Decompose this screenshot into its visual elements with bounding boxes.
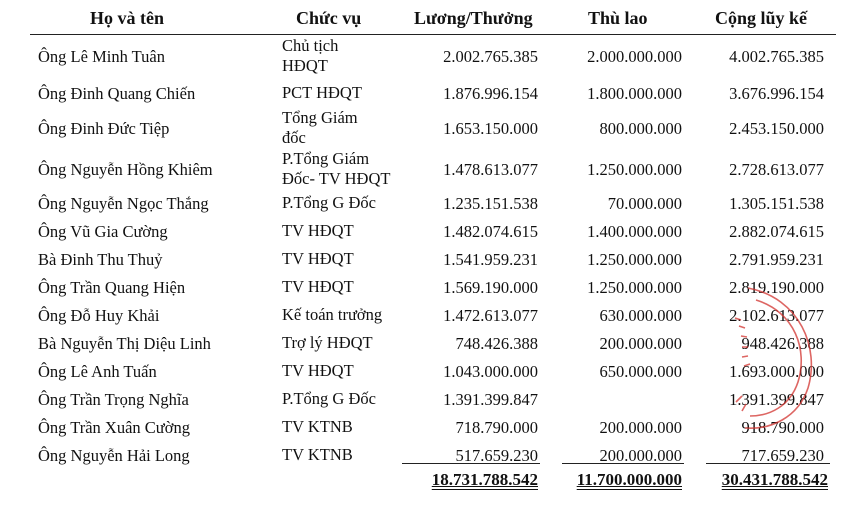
role-line: PCT HĐQT bbox=[282, 83, 362, 102]
table-row bbox=[0, 80, 844, 106]
person-role bbox=[282, 333, 373, 353]
cumulative-cell: 2.728.613.077 bbox=[729, 160, 824, 179]
role-line: TV HĐQT bbox=[282, 221, 354, 240]
fee-cell: 200.000.000 bbox=[599, 446, 682, 465]
table-row bbox=[0, 34, 844, 78]
person-role bbox=[282, 445, 353, 465]
total-divider-fee bbox=[562, 463, 684, 464]
cumulative-cell: 3.676.996.154 bbox=[729, 84, 824, 103]
role-line: P.Tổng G Đốc bbox=[282, 389, 376, 408]
salary-cell: 1.391.399.847 bbox=[443, 390, 538, 409]
cumulative-cell: 1.693.000.000 bbox=[729, 362, 824, 381]
role-line: Trợ lý HĐQT bbox=[282, 333, 373, 352]
fee-cell: 70.000.000 bbox=[607, 194, 682, 213]
fee-cell: 200.000.000 bbox=[599, 334, 682, 353]
person-name: Ông Đỗ Huy Khải bbox=[38, 306, 160, 325]
header-role: Chức vụ bbox=[296, 8, 362, 28]
fee-cell: 200.000.000 bbox=[599, 418, 682, 437]
fee-cell: 630.000.000 bbox=[599, 306, 682, 325]
fee-cell: 1.400.000.000 bbox=[587, 222, 682, 241]
person-name: Ông Nguyễn Ngọc Thắng bbox=[38, 194, 209, 213]
salary-cell: 1.478.613.077 bbox=[443, 160, 538, 179]
salary-cell: 1.482.074.615 bbox=[443, 222, 538, 241]
role-line: Chủ tịch bbox=[282, 36, 339, 55]
salary-cell: 1.043.000.000 bbox=[443, 362, 538, 381]
salary-cell: 2.002.765.385 bbox=[443, 47, 538, 66]
person-role bbox=[282, 305, 382, 325]
cumulative-cell: 2.102.613.077 bbox=[729, 306, 824, 325]
table-row bbox=[0, 302, 844, 328]
person-name: Ông Đinh Đức Tiệp bbox=[38, 119, 170, 138]
salary-cell: 1.541.959.231 bbox=[443, 250, 538, 269]
total-salary: 18.731.788.542 bbox=[431, 470, 538, 489]
person-role bbox=[282, 249, 354, 269]
total-divider-salary bbox=[402, 463, 540, 464]
person-role bbox=[282, 193, 376, 213]
role-line: TV HĐQT bbox=[282, 249, 354, 268]
salary-cell: 718.790.000 bbox=[455, 418, 538, 437]
cumulative-cell: 2.882.074.615 bbox=[729, 222, 824, 241]
person-role bbox=[282, 389, 376, 409]
person-name: Ông Trần Trọng Nghĩa bbox=[38, 390, 189, 409]
person-name: Ông Lê Minh Tuân bbox=[38, 47, 165, 66]
person-name: Ông Nguyễn Hải Long bbox=[38, 446, 190, 465]
role-line: TV KTNB bbox=[282, 445, 353, 464]
table-row bbox=[0, 246, 844, 272]
table-row bbox=[0, 358, 844, 384]
cumulative-cell: 948.426.388 bbox=[741, 334, 824, 353]
role-line: đốc bbox=[282, 128, 306, 147]
cumulative-cell: 2.819.190.000 bbox=[729, 278, 824, 297]
header-fee: Thù lao bbox=[588, 8, 648, 28]
header-name: Họ và tên bbox=[90, 8, 164, 28]
cumulative-cell: 2.791.959.231 bbox=[729, 250, 824, 269]
cumulative-cell: 717.659.230 bbox=[741, 446, 824, 465]
fee-cell: 650.000.000 bbox=[599, 362, 682, 381]
table-row bbox=[0, 274, 844, 300]
table-row bbox=[0, 148, 844, 190]
table-row bbox=[0, 414, 844, 440]
role-line: TV HĐQT bbox=[282, 361, 354, 380]
cumulative-cell: 4.002.765.385 bbox=[729, 47, 824, 66]
salary-cell: 1.876.996.154 bbox=[443, 84, 538, 103]
fee-cell: 1.250.000.000 bbox=[587, 160, 682, 179]
person-role bbox=[282, 417, 353, 437]
salary-cell: 1.235.151.538 bbox=[443, 194, 538, 213]
salary-cell: 1.472.613.077 bbox=[443, 306, 538, 325]
person-role bbox=[282, 149, 390, 189]
fee-cell: 1.250.000.000 bbox=[587, 250, 682, 269]
person-name: Bà Nguyễn Thị Diệu Linh bbox=[38, 334, 211, 353]
fee-cell: 2.000.000.000 bbox=[587, 47, 682, 66]
fee-cell: 1.800.000.000 bbox=[587, 84, 682, 103]
role-line: Đốc- TV HĐQT bbox=[282, 169, 391, 188]
person-name: Ông Trần Xuân Cường bbox=[38, 418, 190, 437]
person-name: Ông Trần Quang Hiện bbox=[38, 278, 186, 297]
table-row bbox=[0, 330, 844, 356]
table-row bbox=[0, 386, 844, 412]
person-role bbox=[282, 361, 354, 381]
role-line: TV KTNB bbox=[282, 417, 353, 436]
person-role bbox=[282, 83, 362, 103]
person-name: Ông Đinh Quang Chiến bbox=[38, 84, 196, 103]
person-role bbox=[282, 36, 338, 76]
person-role bbox=[282, 221, 354, 241]
person-name: Ông Vũ Gia Cường bbox=[38, 222, 168, 241]
total-fee: 11.700.000.000 bbox=[576, 470, 682, 489]
role-line: P.Tổng Giám bbox=[282, 149, 370, 168]
person-role bbox=[282, 108, 358, 148]
role-line: Tổng Giám bbox=[282, 108, 358, 127]
role-line: HĐQT bbox=[282, 56, 328, 75]
role-line: TV HĐQT bbox=[282, 277, 354, 296]
role-line: Kế toán trưởng bbox=[282, 305, 383, 324]
salary-cell: 748.426.388 bbox=[455, 334, 538, 353]
table-row bbox=[0, 108, 844, 148]
total-cumulative: 30.431.788.542 bbox=[721, 470, 828, 489]
table-row bbox=[0, 218, 844, 244]
person-name: Ông Lê Anh Tuấn bbox=[38, 362, 157, 381]
table-row bbox=[0, 190, 844, 216]
role-line: P.Tổng G Đốc bbox=[282, 193, 376, 212]
fee-cell: 1.250.000.000 bbox=[587, 278, 682, 297]
header-total: Cộng lũy kế bbox=[715, 8, 808, 28]
person-name: Bà Đinh Thu Thuỷ bbox=[38, 250, 163, 269]
person-name: Ông Nguyễn Hồng Khiêm bbox=[38, 160, 213, 179]
cumulative-cell: 1.391.399.847 bbox=[729, 390, 824, 409]
cumulative-cell: 1.305.151.538 bbox=[729, 194, 824, 213]
total-divider-total bbox=[706, 463, 830, 464]
salary-cell: 517.659.230 bbox=[455, 446, 538, 465]
fee-cell: 800.000.000 bbox=[599, 119, 682, 138]
header-salary: Lương/Thưởng bbox=[414, 8, 533, 28]
salary-cell: 1.653.150.000 bbox=[443, 119, 538, 138]
person-role bbox=[282, 277, 354, 297]
cumulative-cell: 918.790.000 bbox=[741, 418, 824, 437]
salary-cell: 1.569.190.000 bbox=[443, 278, 538, 297]
table-row bbox=[0, 442, 844, 468]
cumulative-cell: 2.453.150.000 bbox=[729, 119, 824, 138]
